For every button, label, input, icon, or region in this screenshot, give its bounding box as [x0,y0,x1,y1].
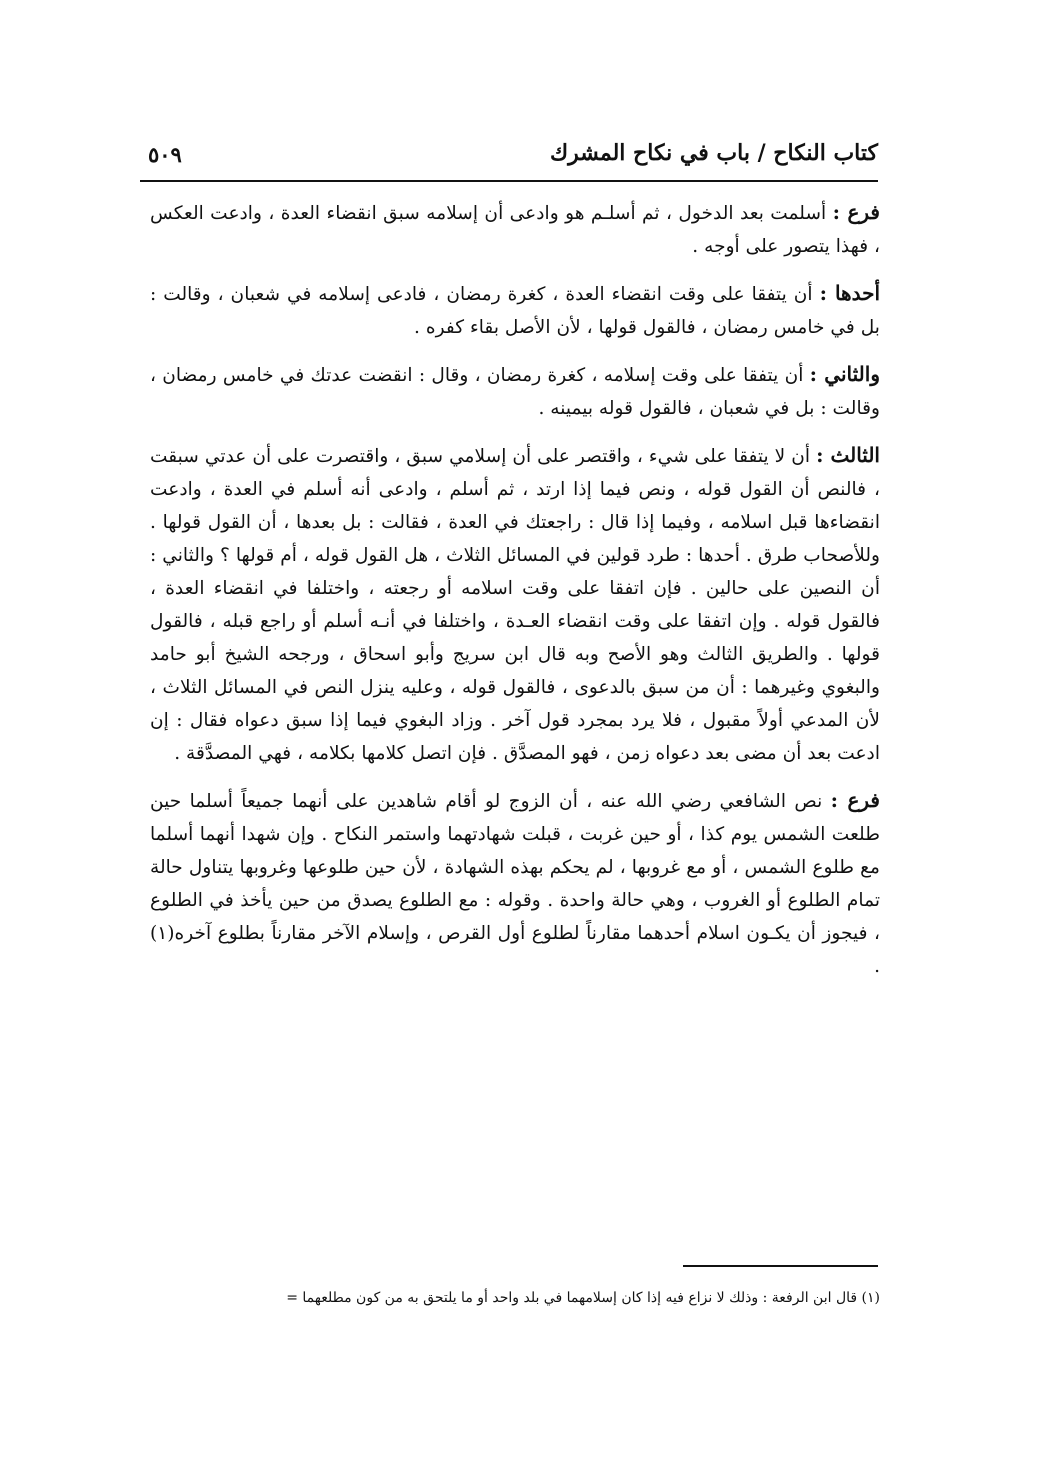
paragraph [150,784,880,983]
main-text [150,196,880,997]
paragraph-text: أن لا يتفقا على شيء ، واقتصر على أن إسلامي سبق ، واقتصرت على أن عدتي سبقت ، فالنص أن القول قوله ، ونص فيما إذا ارتد ، ثم أسلم ، وادعى أنه أسلم في العدة ، وادعت انقضاءها قبل اسلامه ، وفيما إذا قال : راجعتك في العدة ، فقالت : بل بعدها ، أن القول قولها . وللأصحاب طرق . أحدها : طرد قولين في المسائل الثلاث ، هل القول قوله ، أم قولها ؟ والثاني : أن النصين على حالين . فإن اتفقا على وقت اسلامه أو رجعته ، واختلفا في انقضاء العدة ، فالقول قوله . وإن اتفقا على وقت انقضاء العـدة ، واختلفا في أنـه أسلم أو راجع قبله ، فالقول قولها . والطريق الثالث وهو الأصح وبه قال ابن سريج وأبو اسحاق ، ورجحه الشيخ أبو حامد والبغوي وغيرهما : أن من سبق بالدعوى ، فالقول قوله ، وعليه ينزل النص في المسائل الثلاث ، لأن المدعي أولاً مقبول ، فلا يرد بمجرد قول آخر . وزاد البغوي فيما إذا سبق دعواه فقال : إن ادعت بعد أن مضى بعد دعواه زمن ، فهو المصدَّق . فإن اتصل كلامها بكلامه ، فهي المصدَّقة . [150,446,880,764]
footnote-divider [683,1265,878,1267]
page-header [140,136,878,180]
header-divider [140,180,878,182]
paragraph [150,277,880,344]
paragraph-lead: والثاني : [809,362,880,386]
running-header-title: كتاب النكاح / باب في نكاح المشرك [549,140,878,166]
footnote: (١) قال ابن الرفعة : وذلك لا نزاع فيه إذا كان إسلامهما في بلد واحد أو ما يلتحق به من كون مطلعهما = [286,1290,880,1306]
paragraph-text: نص الشافعي رضي الله عنه ، أن الزوج لو أقام شاهدين على أنهما جميعاً أسلما حين طلعت الشمس يوم كذا ، أو حين غربت ، قبلت شهادتهما واستمر النكاح . وإن شهدا أنهما أسلما مع طلوع الشمس ، أو مع غروبها ، لم يحكم بهذه الشهادة ، لأن حين طلوعها وغروبها يتناول حالة تمام الطلوع أو الغروب ، وهي حالة واحدة . وقوله : مع الطلوع يصدق من حين يأخذ في الطلوع ، فيجوز أن يكـون اسلام أحدهما مقارناً لطلوع أول القرص ، وإسلام الآخر مقارناً بطلوع آخره(١) . [150,791,880,977]
paragraph-text: أن يتفقا على وقت إسلامه ، كغرة رمضان ، وقال : انقضت عدتك في خامس رمضان ، وقالت : بل في شعبان ، فالقول قوله بيمينه . [150,365,880,419]
paragraph [150,196,880,263]
paragraph-text: أن يتفقا على وقت انقضاء العدة ، كغرة رمضان ، فادعى إسلامه في شعبان ، وقالت : بل في خامس رمضان ، فالقول قولها ، لأن الأصل بقاء كفره . [150,284,880,338]
paragraph-lead: فرع : [830,788,880,812]
paragraph [150,358,880,425]
paragraph-lead: أحدها : [819,281,880,305]
paragraph-text: أسلمت بعد الدخول ، ثم أسلـم هو وادعى أن إسلامه سبق انقضاء العدة ، وادعت العكس ، فهذا يتصور على أوجه . [150,203,880,257]
paragraph-lead: فرع : [832,200,880,224]
page-number: ٥٠٩ [148,142,182,167]
paragraph [150,439,880,770]
paragraph-lead: الثالث : [816,443,880,467]
